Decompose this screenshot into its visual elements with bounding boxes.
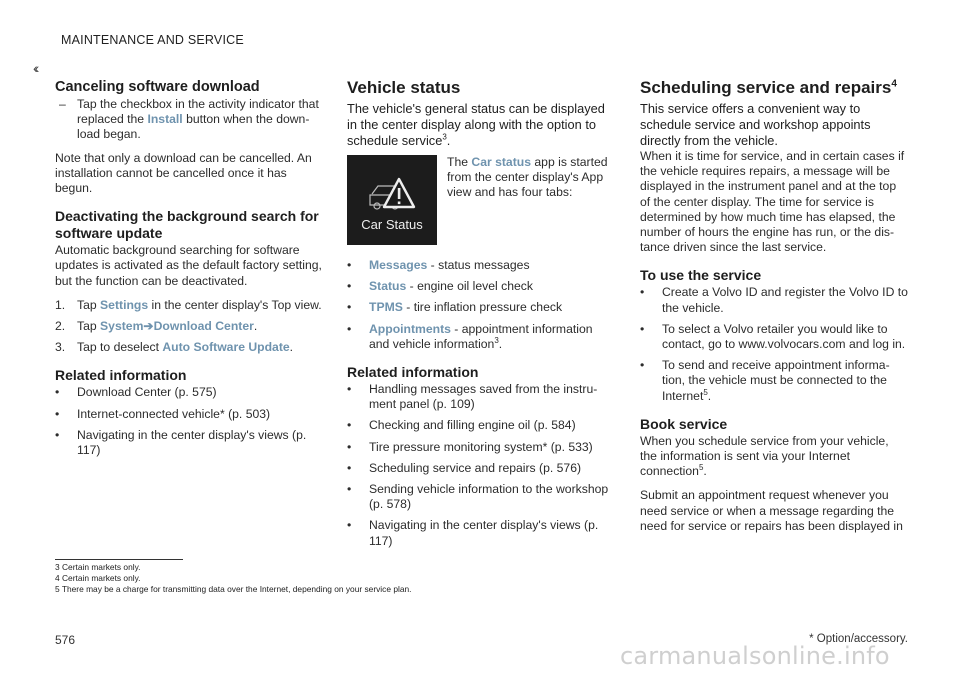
tab-status: • Status - engine oil level check	[347, 279, 533, 294]
related-link[interactable]: • Navigating in the center display's views (p. 117)	[347, 518, 599, 548]
related-link[interactable]: • Tire pressure monitoring system* (p. 533)	[347, 439, 593, 454]
use-service-list	[640, 285, 908, 403]
car-status-app-icon[interactable]	[347, 155, 437, 245]
related-link[interactable]: • Handling messages saved from the instru-ment panel (p. 109)	[347, 382, 598, 412]
tab-appointments: • Appointments - appointment information and vehicle information$^3$.	[347, 321, 593, 351]
car-status-app-block	[347, 155, 609, 250]
cancel-steps	[55, 97, 323, 143]
list-item: • Create a Volvo ID and register the Volvo ID to the vehicle.	[640, 285, 908, 315]
list-item: • To send and receive appointment informa-tion, the vehicle must be connected to the Internet$^5$.	[640, 358, 890, 403]
related-link[interactable]: • Sending vehicle information to the workshop (p. 578)	[347, 482, 609, 512]
related-link[interactable]: • Download Center (p. 575)	[55, 385, 217, 400]
deactivate-text: Automatic background searching for software updates is activated as the default factory setting, but the function can be deactivated.	[55, 243, 322, 288]
app-label: Car Status	[361, 217, 423, 232]
section-header: MAINTENANCE AND SERVICE	[61, 33, 244, 47]
app-tabs-list	[347, 258, 609, 352]
list-item: – Tap the checkbox in the activity indicator that replaced the Install button when the down-load began.	[59, 97, 319, 142]
back-chevron-icon[interactable]: ‹‹	[33, 60, 37, 76]
cancel-note: Note that only a download can be cancelled. An installation cannot be cancelled once it has begun.	[55, 150, 312, 196]
book-text-1: When you schedule service from your vehicle, the information is sent via your Internet connection$^5$.	[640, 433, 889, 479]
car-warning-icon	[347, 155, 437, 245]
watermark: carmanualsonline.info	[620, 642, 890, 670]
footnote-divider	[55, 559, 183, 560]
tab-messages: • Messages - status messages	[347, 258, 530, 272]
option-accessory-note: * Option/accessory.	[809, 633, 908, 645]
footnote: 4 Certain markets only.	[55, 573, 141, 583]
install-button-ref: Install	[147, 112, 183, 127]
column-2	[347, 78, 609, 555]
heading-canceling-download: Canceling software download	[55, 79, 260, 95]
book-text-2: Submit an appointment request whenever you need service or when a message regarding the need for service or repairs has been displayed in	[640, 488, 903, 533]
footnote: 3 Certain markets only.	[55, 562, 141, 572]
heading-use-service: To use the service	[640, 267, 762, 284]
related-list	[347, 382, 609, 549]
deactivate-steps	[55, 298, 323, 356]
list-item: • To select a Volvo retailer you would like to contact, go to www.volvocars.com and log in.	[640, 321, 906, 352]
app-description: The Car status app is started from the center display's App view and has four tabs:	[447, 155, 608, 200]
heading-related-info: Related information	[347, 364, 479, 381]
column-3	[640, 78, 908, 543]
heading-scheduling-service: Scheduling service and repairs$^4$	[640, 78, 897, 97]
related-link[interactable]: • Navigating in the center display's views (p. 117)	[55, 427, 307, 458]
vehicle-status-lead: The vehicle's general status can be displayed in the center display along with the option to schedule service$^3$.	[347, 101, 605, 148]
scheduling-body: When it is time for service, and in certain cases if the vehicle requires repairs, a message will be displayed in the instrument panel and at the top of the center display. The time for service is determined by how much time has elapsed, the number of hours the engine has run, or the dis-tance driven since the last service.	[640, 149, 905, 255]
step-item: 1. Tap Settings in the center display's Top view.	[55, 297, 322, 312]
scheduling-lead: This service offers a convenient way to schedule service and workshop appoints directly from the vehicle.	[640, 101, 871, 148]
column-1	[55, 78, 323, 464]
related-list	[55, 385, 323, 458]
dash-marker: –	[59, 97, 66, 111]
related-link[interactable]: • Internet-connected vehicle* (p. 503)	[55, 406, 271, 421]
heading-book-service: Book service	[640, 415, 728, 432]
related-link[interactable]: • Checking and filling engine oil (p. 584)	[347, 418, 576, 433]
related-link[interactable]: • Scheduling service and repairs (p. 576)	[347, 460, 582, 475]
arrow-right-icon: ➔	[143, 319, 154, 334]
footnote: 5 There may be a charge for transmitting data over the Internet, depending on your service plan.	[55, 584, 412, 594]
heading-deactivate-search: Deactivating the background search for software update	[55, 208, 319, 242]
page-number: 576	[55, 633, 76, 647]
heading-related-info: Related information	[55, 367, 187, 384]
step-item: 3. Tap to deselect Auto Software Update.	[55, 340, 294, 355]
heading-vehicle-status: Vehicle status	[347, 78, 461, 97]
tab-tpms: • TPMS - tire inflation pressure check	[347, 300, 563, 315]
step-item: 2. Tap System➔Download Center.	[55, 319, 258, 334]
